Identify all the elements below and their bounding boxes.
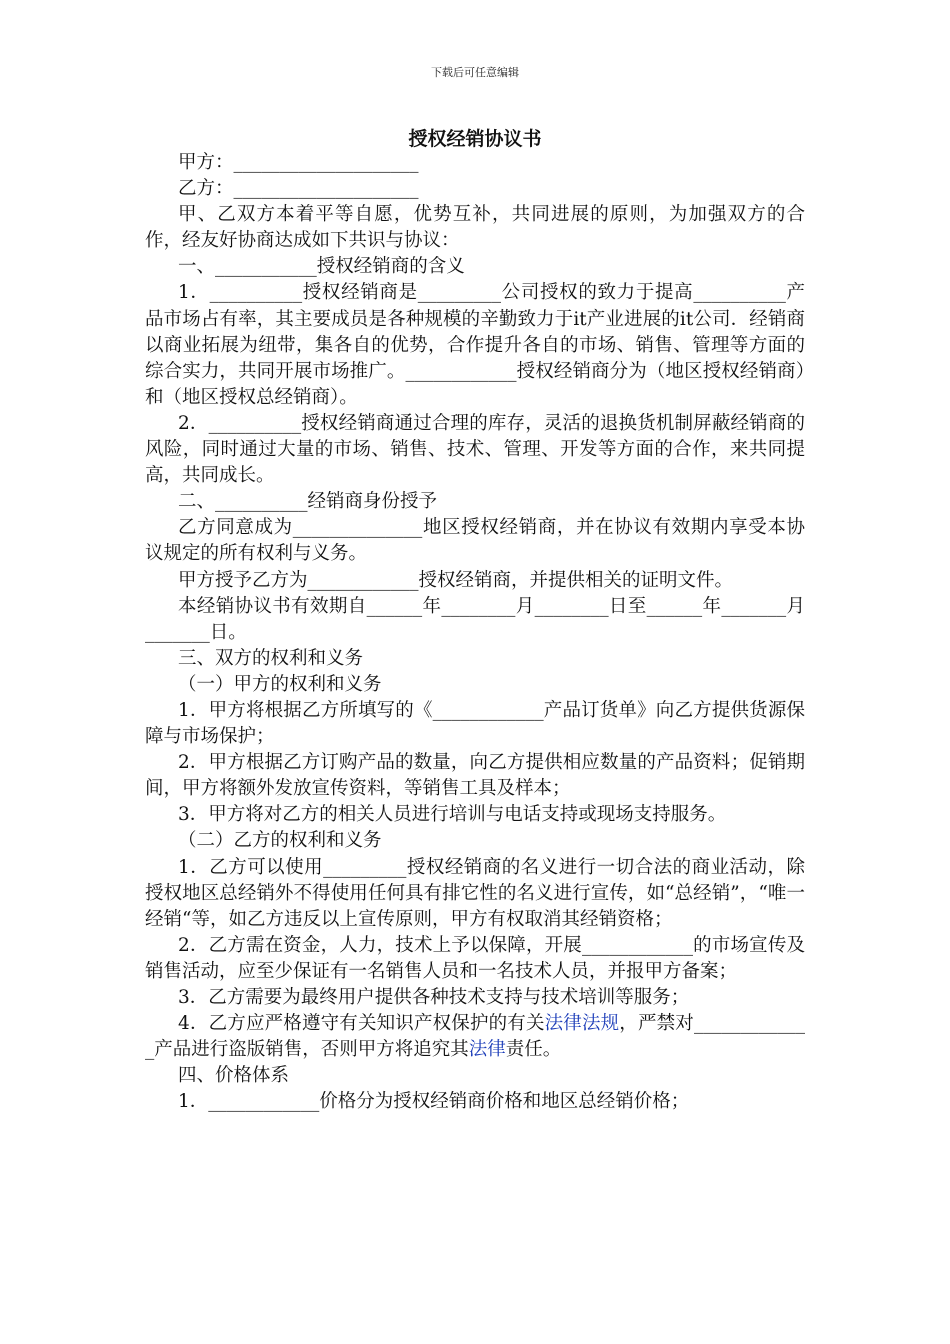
party-b-item-2: 2．乙方需在资金，人力，技术上予以保障，开展____________的市场宣传及销售活动，应至少保证有一名销售人员和一名技术人员，并报甲方备案； <box>145 934 805 982</box>
intro-paragraph: 甲、乙双方本着平等自愿，优势互补，共同进展的原则，为加强双方的合作，经友好协商达成如下共识与协议： <box>145 204 805 252</box>
party-b-item-4-text-b: ，严禁对_____________产品进行盗版销售，否则甲方将追究其 <box>145 1013 805 1061</box>
law-link[interactable]: 法律 <box>468 1039 506 1061</box>
section-4-item-1: 1．____________价格分为授权经销商价格和地区总经销价格； <box>178 1091 690 1113</box>
document-title: 授权经销协议书 <box>408 128 542 150</box>
party-b-item-4-text-c: 责任。 <box>505 1039 562 1061</box>
party-b-item-3: 3．乙方需要为最终用户提供各种技术支持与技术培训等服务； <box>178 987 690 1008</box>
section-2-heading: 二、__________经销商身份授予 <box>178 491 438 513</box>
party-a-line: 甲方：____________________ <box>178 152 419 173</box>
section-1-item-2: 2．__________授权经销商通过合理的库存，灵活的退换货机制屏蔽经销商的风险，同时通过大量的市场、销售、技术、管理、开发等方面的合作，来共同提高，共同成长。 <box>145 412 805 487</box>
subsection-party-b-heading: （二）乙方的权利和义务 <box>178 830 382 852</box>
section-3-heading: 三、双方的权利和义务 <box>178 647 364 669</box>
party-a-item-3: 3．甲方将对乙方的相关人员进行培训与电话支持或现场支持服务。 <box>178 804 727 826</box>
laws-regulations-link[interactable]: 法律法规 <box>544 1013 620 1035</box>
party-b-item-1: 1．乙方可以使用_________授权经销商的名义进行一切合法的商业活动，除授权地区总经销外不得使用任何具有排它性的名义进行宣传，如“总经销”，“唯一经销“等，如乙方违反以上宣传原则，甲方有权取消其经销资格； <box>145 856 805 930</box>
party-a-item-2: 2．甲方根据乙方订购产品的数量，向乙方提供相应数量的产品资料；促销期间，甲方将额外发放宣传资料，等销售工具及样本； <box>145 752 805 800</box>
party-b-line: 乙方：____________________ <box>178 178 419 200</box>
document-body <box>145 150 805 1115</box>
party-b-item-4-text-a: 4．乙方应严格遵守有关知识产权保护的有关 <box>178 1013 545 1035</box>
section-4-heading: 四、价格体系 <box>178 1065 290 1087</box>
section-1-item-1: 1．__________授权经销商是_________公司授权的致力于提高__________产品市场占有率，其主要成员是各种规模的辛勤致力于it产业进展的it公司．经销商以商业拓展为纽带，集各自的优势，合作提升各自的市场、销售、管理等方面的综合实力，共同开展市场推广。____________授权经销商分为（地区授权经销商）和（地区授权总经销商）。 <box>145 282 805 408</box>
validity-period: 本经销协议书有效期自______年________月________日至______年_______月_______日。 <box>145 595 805 643</box>
section-2-para-b: 甲方授予乙方为____________授权经销商，并提供相关的证明文件。 <box>178 569 734 591</box>
section-1-heading: 一、___________授权经销商的含义 <box>178 256 465 278</box>
subsection-party-a-heading: （一）甲方的权利和义务 <box>178 673 382 695</box>
party-b-item-4 <box>145 1011 805 1063</box>
page-header: 下载后可任意编辑 <box>431 66 519 79</box>
section-2-para-a: 乙方同意成为______________地区授权经销商，并在协议有效期内享受本协议规定的所有权利与义务。 <box>145 517 805 565</box>
party-a-item-1: 1．甲方将根据乙方所填写的《____________产品订货单》向乙方提供货源保障与市场保护； <box>145 699 805 748</box>
